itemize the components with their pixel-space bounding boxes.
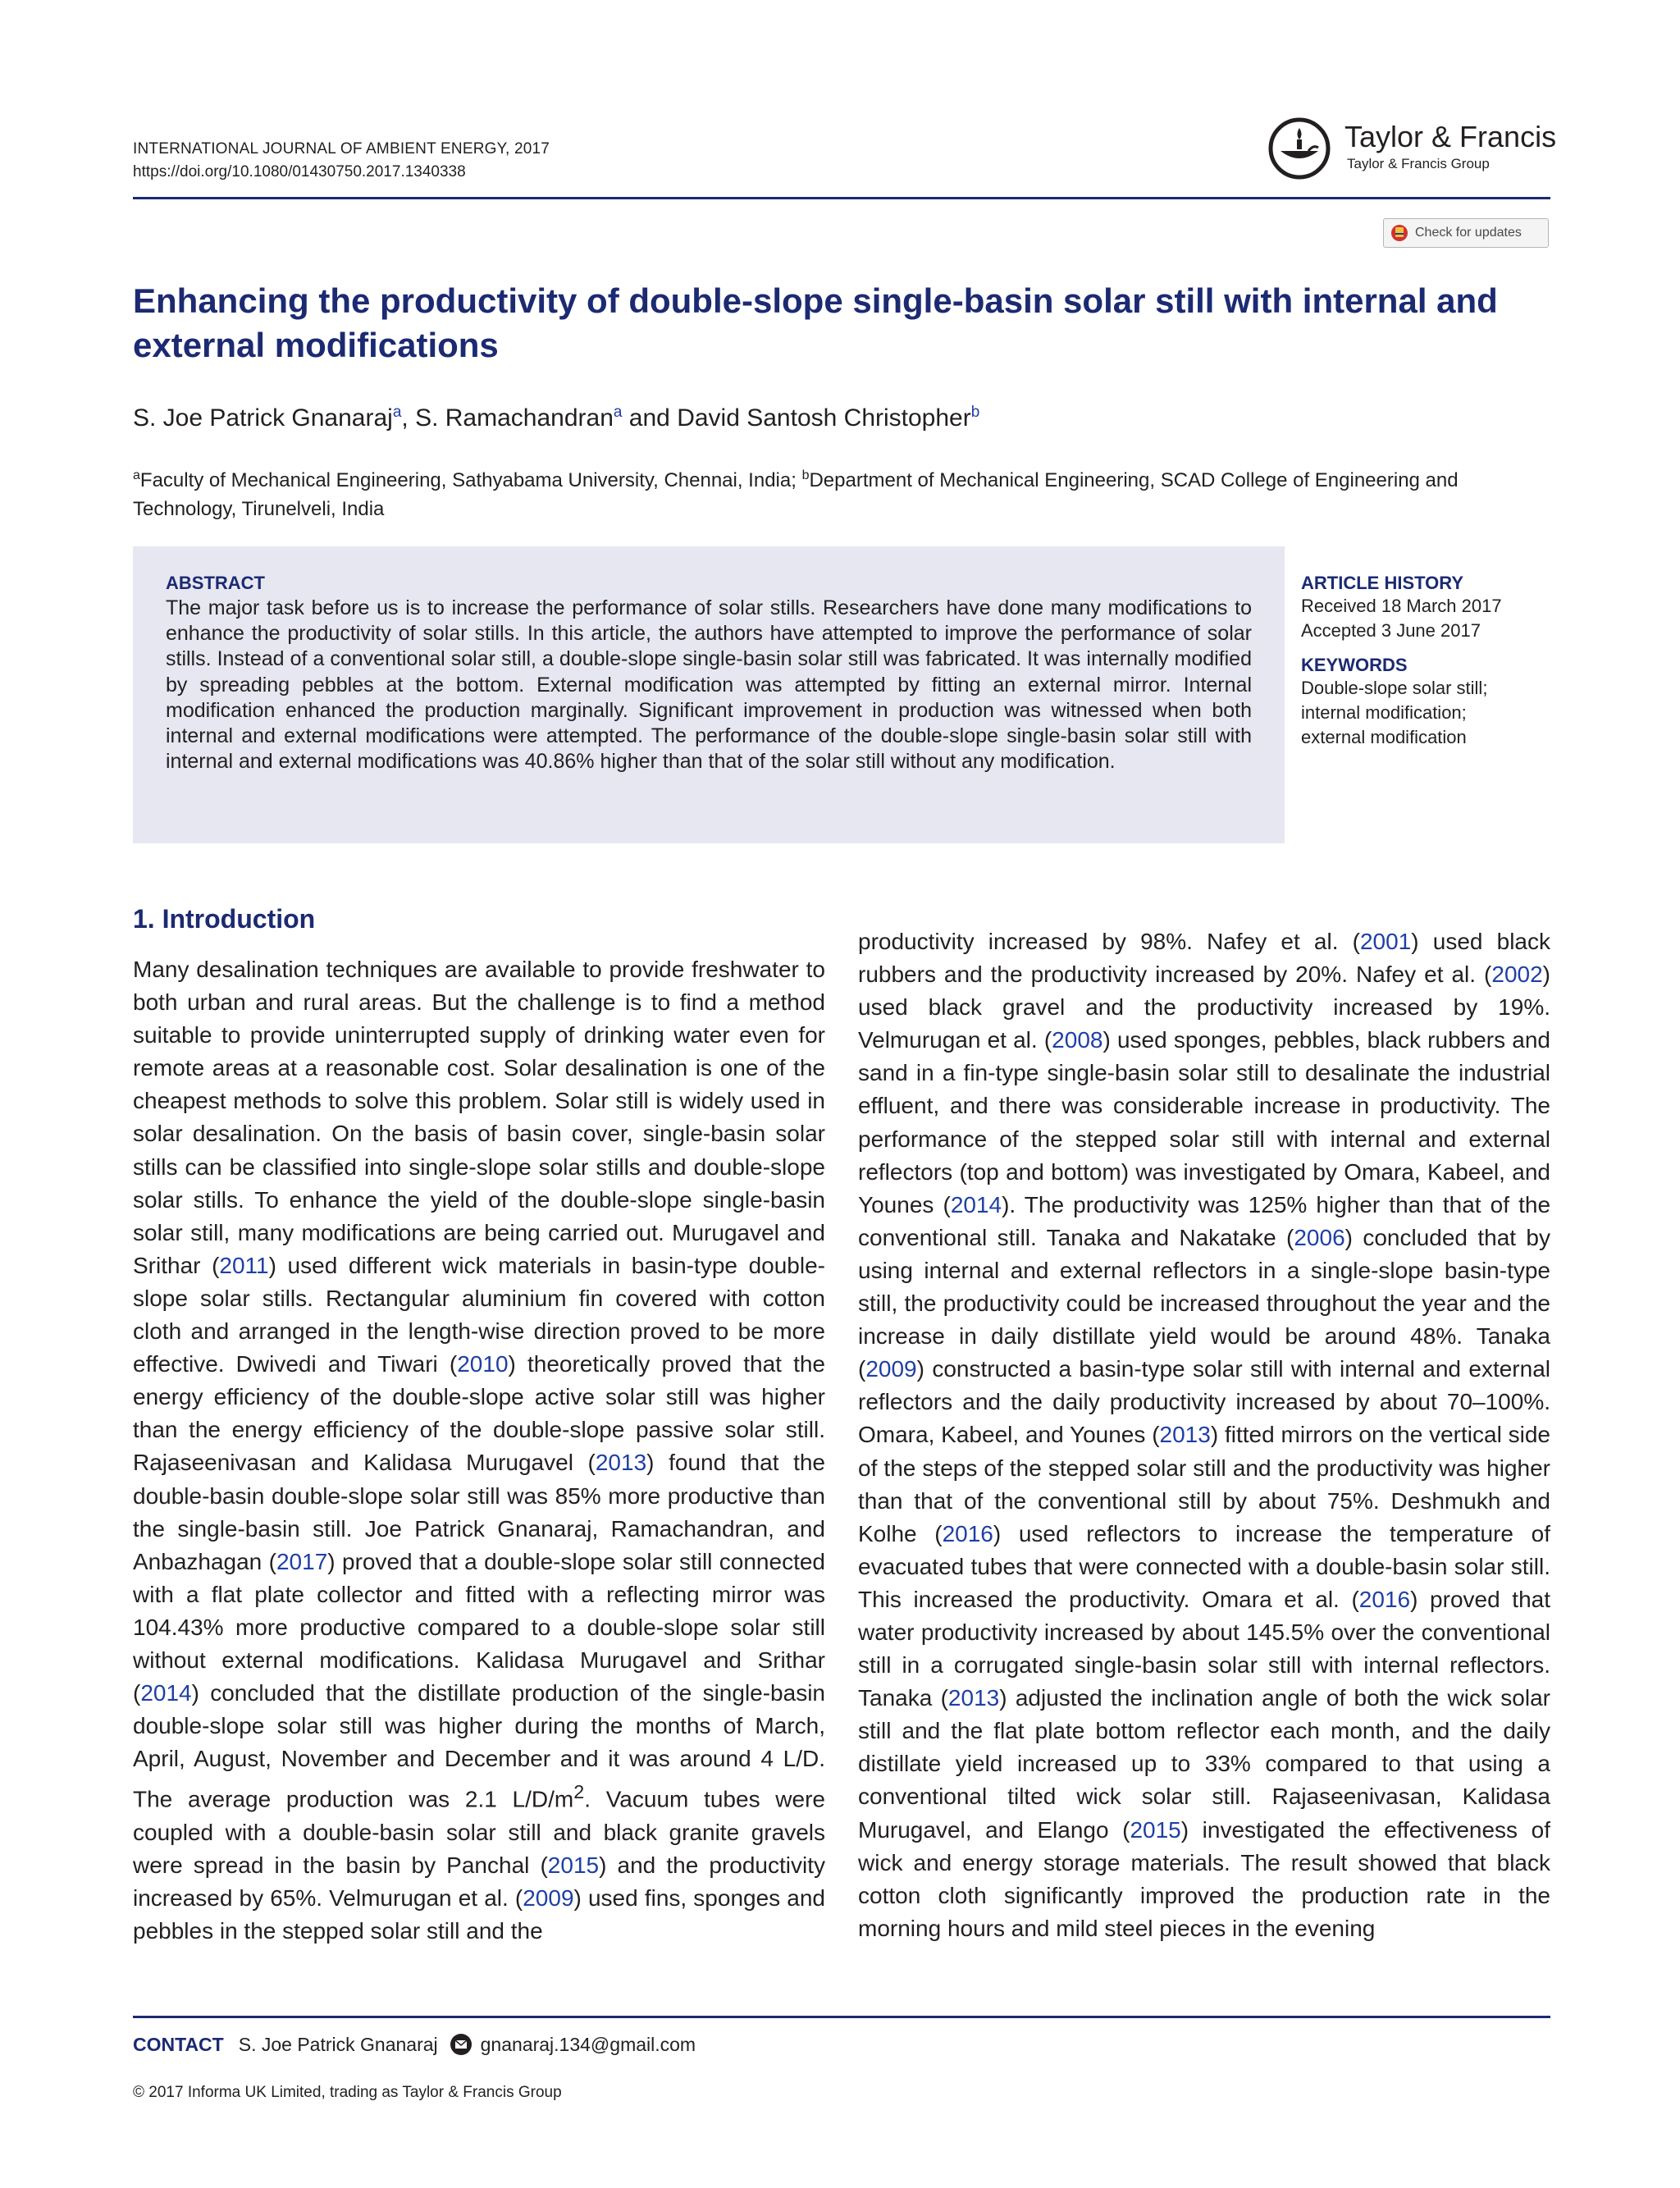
- citation-link[interactable]: 2006: [1294, 1224, 1345, 1250]
- affiliation-text: Faculty of Mechanical Engineering, Sathyabama University, Chennai, India;: [139, 469, 802, 491]
- section-heading-introduction: 1. Introduction: [133, 904, 316, 934]
- keywords-heading: KEYWORDS: [1301, 655, 1408, 675]
- citation-link[interactable]: 2009: [865, 1356, 917, 1382]
- footer-divider: [133, 2016, 1550, 2018]
- body-text: ) used fins, sponges and pebbles in the stepped solar still and the: [133, 1884, 826, 1944]
- body-text: ) used sponges, pebbles, black rubbers and sand in a fin-type single-basin solar still to desalinate the industrial effluent, and there was considerable increase in productivity. The performance of the stepped solar still with internal and external reflectors (top and bottom) was investigated by Omara, Kabeel, and Younes (: [858, 1027, 1550, 1217]
- abstract-box: [133, 546, 1285, 843]
- header-divider: [133, 197, 1550, 199]
- body-text: ) adjusted the inclination angle of both the wick solar still and the flat plate bottom reflector each month, and the daily distillate yield increased up to 33% compared to that using a conventional tilted wick solar still. Rajaseenivasan, Kalidasa Murugavel, and Elango (: [858, 1685, 1550, 1843]
- body-text: ). The productivity was 125% higher than that of the conventional still. Tanaka and Nakatake (: [858, 1191, 1551, 1250]
- body-text: . Vacuum tubes were coupled with a double-basin solar still and black granite gravels were spread in the basin by Panchal (: [133, 1786, 825, 1878]
- affiliation-mark[interactable]: a: [392, 404, 402, 421]
- body-text: productivity increased by 98%. Nafey et al. (: [858, 929, 1360, 954]
- body-text: ) theoretically proved that the energy efficiency of the double-slope active solar still was higher than the energy efficiency of the double-slope passive solar still. Rajaseenivasan and Kalidasa Murugavel (: [133, 1351, 825, 1476]
- citation-link[interactable]: 2016: [942, 1520, 993, 1546]
- crossmark-icon: [1390, 224, 1408, 242]
- citation-link[interactable]: 2002: [1491, 962, 1543, 988]
- body-text: ) concluded that the distillate production of the single-basin double-slope solar still was higher during the months of March, April, August, November and December and it was around 4 L/D. The average production was 2.1 L/D/m: [133, 1680, 825, 1812]
- author-separator: and: [622, 404, 678, 432]
- body-text: ) used black rubbers and the productivity increased by 20%. Nafey et al. (: [858, 929, 1551, 988]
- contact-name: S. Joe Patrick Gnanaraj: [238, 2033, 438, 2055]
- author-name: S. Ramachandran: [415, 404, 614, 432]
- keyword-item[interactable]: Double-slope solar still;: [1301, 678, 1488, 698]
- abstract-heading: ABSTRACT: [166, 573, 265, 593]
- body-column-left: [133, 953, 825, 1948]
- author-name: David Santosh Christopher: [677, 404, 971, 432]
- publisher-logo: [1267, 115, 1563, 189]
- body-text: ) used black gravel and the productivity increased by 19%. Velmurugan et al. (: [858, 962, 1550, 1053]
- check-for-updates-button[interactable]: [1383, 218, 1549, 248]
- abstract-text: The major task before us is to increase the performance of solar stills. Researchers have done many modifications to enhance the productivity of solar stills. In this article, the authors have attempted to improve the performance of solar stills. Instead of a conventional solar still, a double-slope single-basin solar still was fabricated. It was internally modified by spreading pebbles at the bottom. External modification was attempted by fitting an external mirror. Internal modification enhanced the production marginally. Significant improvement in production was witnessed when both internal and external modifications were attempted. The performance of the double-slope single-basin solar still with internal and external modifications was 40.86% higher than that of the solar still without any modification.: [166, 596, 1252, 774]
- citation-link[interactable]: 2017: [276, 1548, 328, 1574]
- body-text: ) constructed a basin-type solar still with internal and external reflectors and the daily productivity increased by about 70–100%. Omara, Kabeel, and Younes (: [858, 1356, 1550, 1448]
- citation-link[interactable]: 2008: [1052, 1027, 1103, 1053]
- author-name: S. Joe Patrick Gnanaraj: [133, 404, 393, 432]
- citation-link[interactable]: 2016: [1358, 1586, 1411, 1612]
- contact-label: CONTACT: [133, 2033, 224, 2055]
- body-text: ) proved that water productivity increased by about 145.5% over the conventional still in a corrugated single-basin solar still with internal reflectors. Tanaka (: [858, 1586, 1550, 1711]
- email-link[interactable]: gnanaraj.134@gmail.com: [480, 2033, 696, 2055]
- body-text: ) and the productivity increased by 65%. Velmurugan et al. (: [133, 1852, 825, 1911]
- body-text: ) concluded that by using internal and external reflectors in a single-slope basin-type still, the productivity could be increased throughout the year and the increase in daily distillate yield would be around 48%. Tanaka (: [858, 1224, 1550, 1382]
- affiliation-mark: a: [133, 468, 140, 482]
- citation-link[interactable]: 2013: [595, 1450, 647, 1476]
- affiliations: [133, 461, 1560, 523]
- body-text: ) fitted mirrors on the vertical side of the steps of the stepped solar still and the productivity was higher than that of the conventional still by about 75%. Deshmukh and Kolhe (: [858, 1422, 1550, 1546]
- body-column-right: [858, 925, 1550, 1945]
- citation-link[interactable]: 2015: [547, 1852, 600, 1878]
- citation-link[interactable]: 2014: [140, 1680, 192, 1706]
- affiliation-mark[interactable]: a: [613, 404, 623, 421]
- article-title: Enhancing the productivity of double-slope single-basin solar still with internal and external modifications: [133, 281, 1498, 364]
- affiliation-text: Department of Mechanical Engineering, SCAD College of Engineering and Technology, Tirunelveli, India: [133, 469, 1459, 520]
- affiliation-mark[interactable]: b: [970, 404, 980, 421]
- journal-header: [133, 138, 550, 184]
- doi-link[interactable]: https://doi.org/10.1080/01430750.2017.1340338: [133, 163, 466, 180]
- email-icon: [450, 2033, 472, 2056]
- received-date: Received 18 March 2017: [1301, 596, 1502, 616]
- keyword-item[interactable]: internal modification;: [1301, 702, 1467, 723]
- body-text: Many desalination techniques are available to provide freshwater to both urban and rural areas. But the challenge is to find a method suitable to provide uninterrupted supply of drinking water even for remote areas at a reasonable cost. Solar desalination is one of the cheapest methods to solve this problem. Solar still is widely used in solar desalination. On the basis of basin cover, single-basin solar stills can be classified into single-slope solar stills and double-slope solar stills. To enhance the yield of the double-slope single-basin solar still, many modifications are being carried out. Murugavel and Srithar (: [133, 957, 825, 1278]
- citation-link[interactable]: 2013: [947, 1685, 1000, 1711]
- body-text: ) investigated the effectiveness of wick and energy storage materials. The result showed that black cotton cloth significantly improved the production rate in the morning hours and mild steel pieces in the evening: [858, 1816, 1550, 1941]
- keyword-item[interactable]: external modification: [1301, 727, 1467, 747]
- citation-link[interactable]: 2001: [1359, 929, 1412, 954]
- affiliation-mark: b: [801, 468, 810, 482]
- citation-link[interactable]: 2009: [523, 1884, 574, 1911]
- body-text: ) used reflectors to increase the temperature of evacuated tubes that were connected with a double-basin solar still. This increased the productivity. Omara et al. (: [858, 1520, 1550, 1612]
- citation-link[interactable]: 2010: [457, 1351, 509, 1377]
- lamp-logo-icon: [1267, 116, 1331, 180]
- article-history-heading: ARTICLE HISTORY: [1301, 573, 1464, 593]
- citation-link[interactable]: 2011: [219, 1252, 269, 1278]
- author-list: [133, 404, 979, 432]
- body-text: ) used different wick materials in basin-type double-slope solar stills. Rectangular aluminium fin covered with cotton cloth and arranged in the length-wise direction proved to be more effective. Dwivedi and Tiwari (: [133, 1252, 825, 1377]
- contact-info: [133, 2033, 696, 2056]
- journal-name: INTERNATIONAL JOURNAL OF AMBIENT ENERGY, 2017: [133, 140, 550, 158]
- publisher-name: Taylor & Francis: [1344, 120, 1557, 153]
- superscript: 2: [573, 1781, 585, 1803]
- check-for-updates-label: Check for updates: [1415, 226, 1522, 240]
- citation-link[interactable]: 2013: [1159, 1422, 1211, 1448]
- citation-link[interactable]: 2015: [1130, 1816, 1181, 1843]
- article-sidebar: [1301, 573, 1564, 750]
- citation-link[interactable]: 2014: [950, 1191, 1002, 1217]
- author-separator: ,: [401, 404, 416, 432]
- copyright-notice: © 2017 Informa UK Limited, trading as Taylor & Francis Group: [133, 2084, 562, 2101]
- accepted-date: Accepted 3 June 2017: [1301, 620, 1481, 641]
- body-text: ) proved that a double-slope solar still connected with a flat plate collector and fitted with a reflecting mirror was 104.43% more productive compared to a double-slope solar still without external modifications. Kalidasa Murugavel and Srithar (: [133, 1548, 825, 1706]
- publisher-group: Taylor & Francis Group: [1347, 156, 1490, 171]
- body-text: ) found that the double-basin double-slope solar still was 85% more productive than the single-basin still. Joe Patrick Gnanaraj, Ramachandran, and Anbazhagan (: [133, 1450, 825, 1574]
